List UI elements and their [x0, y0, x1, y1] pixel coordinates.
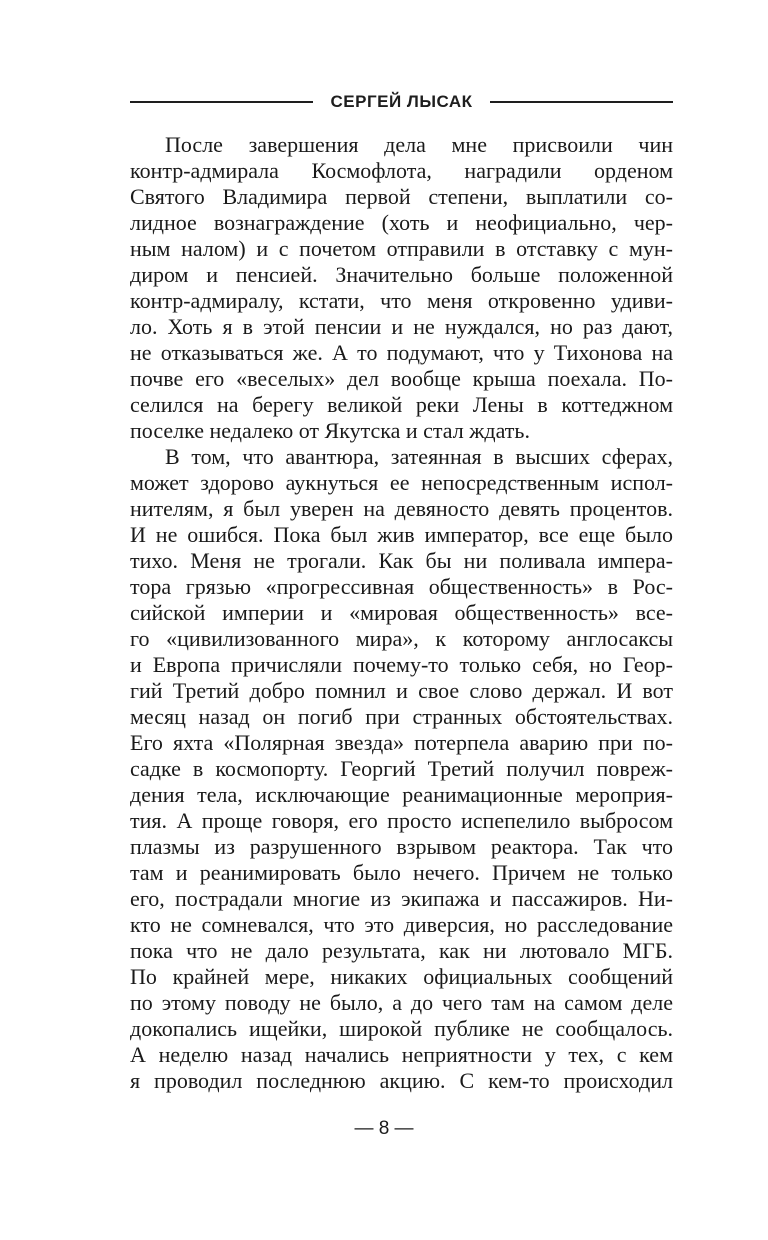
text-line: дения тела, исключающие реанимационные мероприя- — [130, 782, 673, 807]
header-rule-right — [490, 101, 673, 103]
text-line: садке в космопорту. Георгий Третий получил повреж- — [130, 756, 673, 781]
text-line: и Европа причисляли почему-то только себя, но Геор- — [130, 652, 673, 677]
text-line: лидное вознаграждение (хоть и неофициально, чер- — [130, 210, 673, 235]
text-line: ным налом) и с почетом отправили в отставку с мун- — [130, 236, 673, 261]
text-line: контр-адмиралу, кстати, что меня откровенно удиви- — [130, 288, 673, 313]
text-line: его, пострадали многие из экипажа и пассажиров. Ни- — [130, 886, 673, 911]
text-line: диром и пенсией. Значительно больше положенной — [130, 262, 673, 287]
text-line: селился на берегу великой реки Лены в коттеджном — [130, 392, 673, 417]
paragraph-1 — [130, 132, 673, 444]
header-rule-left — [130, 101, 313, 103]
text-line: там и реанимировать было нечего. Причем не только — [130, 860, 673, 885]
text-line: может здорово аукнуться ее непосредственным испол- — [130, 470, 673, 495]
text-line: не отказываться же. А то подумают, что у Тихонова на — [130, 340, 673, 365]
page-number: — 8 — — [354, 1118, 414, 1139]
text-line: докопались ищейки, широкой публике не сообщалось. — [130, 1016, 673, 1041]
text-line: После завершения дела мне присвоили чин — [165, 132, 673, 157]
text-line: В том, что авантюра, затеянная в высших сферах, — [165, 444, 673, 469]
text-line: По крайней мере, никаких официальных сообщений — [130, 964, 673, 989]
text-line: я проводил последнюю акцию. С кем-то происходил — [130, 1068, 673, 1093]
text-line: сийской империи и «мировая общественность» все- — [130, 600, 673, 625]
text-line: И не ошибся. Пока был жив император, все еще было — [130, 522, 673, 547]
text-line: Святого Владимира первой степени, выплатили со- — [130, 184, 673, 209]
text-line: контр-адмирала Космофлота, наградили орденом — [130, 158, 673, 183]
text-line: Его яхта «Полярная звезда» потерпела аварию при по- — [130, 730, 673, 755]
running-header — [130, 88, 673, 116]
text-line: почве его «веселых» дел вообще крыша поехала. По- — [130, 366, 673, 391]
text-line: го «цивилизованного мира», к которому англосаксы — [130, 626, 673, 651]
text-line: пока что не дало результата, как ни лютовало МГБ. — [130, 938, 673, 963]
text-line: тора грязью «прогрессивная общественность» в Рос- — [130, 574, 673, 599]
text-line: нителям, я был уверен на девяносто девять процентов. — [130, 496, 673, 521]
text-line: по этому поводу не было, а до чего там на самом деле — [130, 990, 673, 1015]
author-name: СЕРГЕЙ ЛЫСАК — [330, 92, 473, 111]
text-line: тия. А проще говоря, его просто испепелило выбросом — [130, 808, 673, 833]
text-line: кто не сомневался, что это диверсия, но расследование — [130, 912, 673, 937]
text-line: ло. Хоть я в этой пенсии и не нуждался, но раз дают, — [130, 314, 673, 339]
body-text — [130, 132, 673, 1094]
text-line: А неделю назад начались неприятности у тех, с кем — [130, 1042, 673, 1067]
text-line: плазмы из разрушенного взрывом реактора. Так что — [130, 834, 673, 859]
text-line: тихо. Меня не трогали. Как бы ни поливала импера- — [130, 548, 673, 573]
paragraph-2 — [130, 444, 673, 1094]
text-line: гий Третий добро помнил и свое слово держал. И вот — [130, 678, 673, 703]
text-line: поселке недалеко от Якутска и стал ждать. — [130, 418, 530, 443]
text-line: месяц назад он погиб при странных обстоятельствах. — [130, 704, 673, 729]
